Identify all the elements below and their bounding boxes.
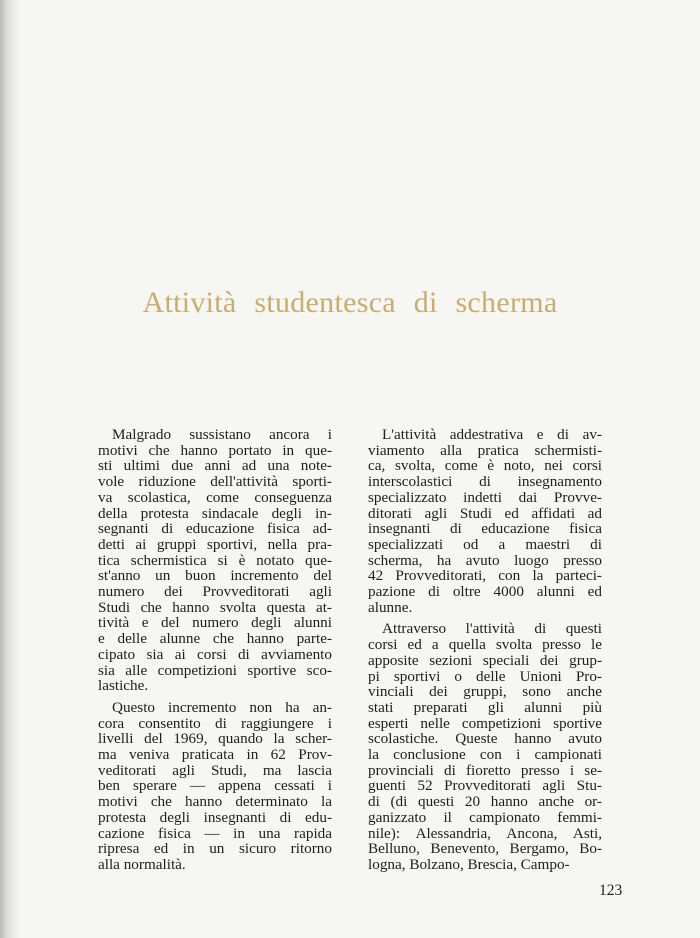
page-title: Attività studentesca di scherma	[142, 286, 558, 319]
text-line: ma veniva praticata in 62 Prov-	[98, 746, 332, 764]
text-line: st'anno un buon incremento del	[98, 567, 332, 585]
text-line: viamento alla pratica schermisti-	[368, 441, 602, 459]
text-line: detti ai gruppi sportivi, nella pra-	[98, 535, 332, 553]
text-line: pazione di oltre 4000 alunni ed	[368, 583, 602, 601]
text-line: numero dei Provveditorati agli	[98, 583, 332, 601]
text-line: vole riduzione dell'attività sporti-	[98, 473, 332, 491]
paragraph	[368, 621, 602, 872]
text-line: specializzato indetti dai Provve-	[368, 488, 602, 506]
text-line: esperti nelle competizioni sportive	[368, 714, 602, 732]
text-line: ditorati agli Studi ed affidati ad	[368, 504, 602, 522]
text-line: Malgrado sussistano ancora i	[112, 426, 332, 443]
text-line: di (di questi 20 hanno anche or-	[368, 793, 602, 811]
text-line: nile): Alessandria, Ancona, Asti,	[368, 824, 602, 842]
text-line: scolastiche. Queste hanno avuto	[368, 730, 602, 748]
text-line: interscolastici di insegnamento	[368, 473, 602, 491]
text-line: 42 Provveditorati, con la parteci-	[368, 567, 602, 585]
text-line: sti ultimi due anni ad una note-	[98, 457, 332, 475]
text-line: della protesta sindacale degli in-	[98, 504, 332, 522]
text-line: L'attività addestrativa e di av-	[382, 426, 602, 443]
text-line: vinciali dei gruppi, sono anche	[368, 683, 602, 701]
text-line: Questo incremento non ha an-	[112, 698, 332, 716]
text-line: e delle alunne che hanno parte-	[98, 630, 332, 648]
text-line: veditorati agli Studi, ma lascia	[98, 761, 332, 779]
text-line: scherma, ha avuto luogo presso	[368, 551, 602, 569]
text-line: livelli del 1969, quando la scher-	[98, 730, 332, 748]
text-line: alla normalità.	[98, 855, 186, 873]
text-line: tica schermistica si è notato que-	[98, 551, 332, 569]
text-line: stati preparati gli alunni più	[368, 698, 602, 716]
text-line: sia alle competizioni sportive sco-	[98, 661, 332, 679]
text-line: protesta degli insegnanti di edu-	[98, 808, 332, 826]
paragraph	[98, 427, 332, 694]
text-line: alunne.	[368, 598, 413, 616]
text-line: corsi ed a quella svolta presso le	[368, 636, 602, 654]
text-line: lastiche.	[98, 677, 149, 695]
paragraph	[98, 700, 332, 873]
text-line: apposite sezioni speciali dei grup-	[368, 651, 602, 669]
text-line: provinciali di fioretto presso i se-	[368, 761, 602, 779]
text-line: cazione fisica — in una rapida	[98, 824, 332, 842]
text-line: Belluno, Benevento, Bergamo, Bo-	[368, 840, 602, 858]
text-line: specializzati od a maestri di	[368, 535, 602, 553]
text-line: va scolastica, come conseguenza	[98, 488, 332, 506]
page-number: 123	[599, 882, 623, 899]
text-line: ben sperare — appena cessati i	[98, 777, 332, 795]
text-line: segnanti di educazione fisica ad-	[98, 520, 332, 538]
text-line: insegnanti di educazione fisica	[368, 520, 602, 538]
text-line: cipato sia ai corsi di avviamento	[98, 645, 332, 663]
text-line: pi sportivi o delle Unioni Pro-	[368, 667, 602, 685]
text-line: motivi che hanno determinato la	[98, 793, 332, 811]
text-line: ca, svolta, come è noto, nei corsi	[368, 457, 602, 475]
text-line: Attraverso l'attività di questi	[382, 620, 602, 638]
page-binding-shadow	[0, 0, 22, 938]
text-line: ganizzato il campionato femmi-	[368, 808, 602, 826]
text-line: logna, Bolzano, Brescia, Campo-	[368, 855, 570, 873]
text-column-left	[98, 427, 332, 879]
text-line: la conclusione con i campionati	[368, 746, 602, 764]
paragraph	[368, 427, 602, 615]
text-line: guenti 52 Provveditorati agli Stu-	[368, 777, 602, 795]
text-line: ripresa ed in un sicuro ritorno	[98, 840, 332, 858]
text-line: cora consentito di raggiungere i	[98, 714, 332, 732]
text-line: tività e del numero degli alunni	[98, 614, 332, 632]
text-column-right	[368, 427, 602, 879]
text-line: Studi che hanno svolta questa at-	[98, 598, 332, 616]
text-line: motivi che hanno portato in que-	[98, 441, 332, 459]
